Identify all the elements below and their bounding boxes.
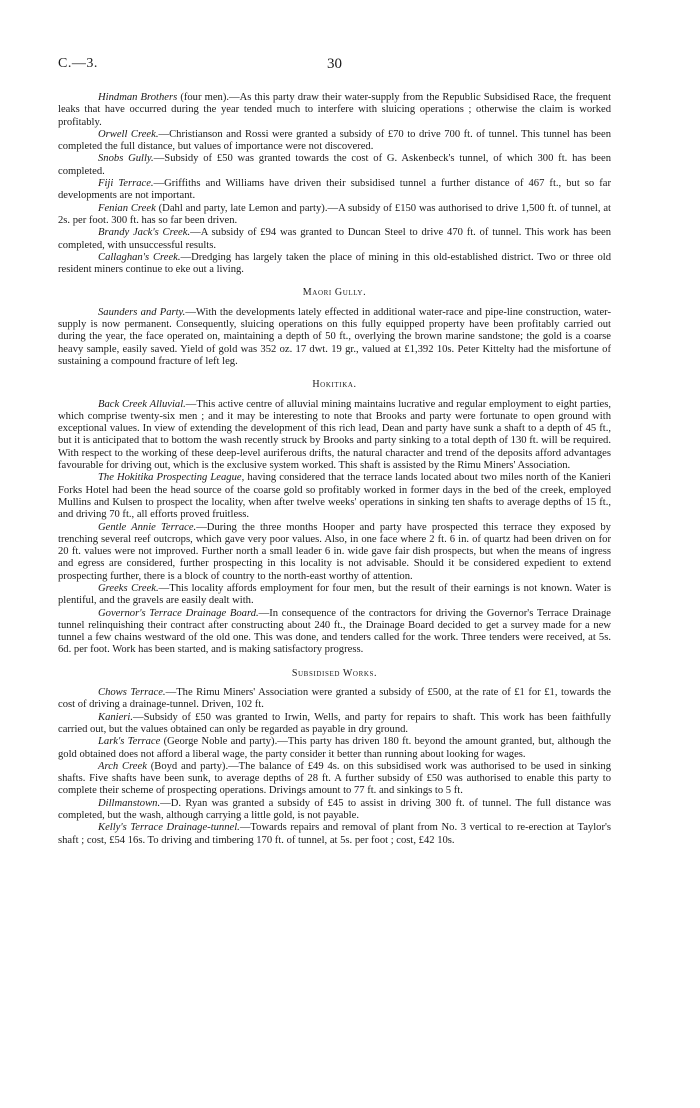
section-hokitika [58, 379, 611, 657]
section-maori-gully [58, 287, 611, 368]
paragraph-title: Callaghan's Creek. [98, 251, 181, 263]
section-subsidised-works [58, 668, 611, 847]
paragraph-text: —This active centre of alluvial mining maintains lucrative and regular employment to eight parties, which comprise twenty-six men ; and it may be interesting to note that Brooks and party were fortunate to open ground with exceptional values. In view of extending the development of this rich lead, Dean and party have sunk a shaft to a depth of 45 ft., but it is anticipated that to bottom the wash recently struck by Brooks and party sinking to a total depth of 130 ft. will be required. With respect to the working of these deep-level auriferous drifts, the natural character and trend of the deposits afford advantages favourable for driving out, which is the exclusive system worked. This shaft is assisted by the Rimu Miners' Association. [58, 398, 611, 472]
paragraph-text: —During the three months Hooper and party have prospected this terrace they exposed by trenching several reef outcrops, which gave very poor values. Also, in one face where 2 ft. 6 in. of quartz had been driven on for 20 ft. values were not improved. Further north a small leader 6 in. wide gave fair dish prospects, but when the means of ingress and egress are considered, further prospecting in this locality is not advisable. Should it be considered expedient to extend prospecting further, there is a block of country to the north-east worthy of attention. [58, 521, 611, 582]
paragraph-orwell-creek [58, 129, 611, 154]
paragraph-lark-s-terrace [58, 736, 611, 761]
paragraph-title: Dillmanstown. [98, 797, 161, 809]
paragraph-governor-s-terrace-drainage-board [58, 608, 611, 657]
section-heading-text: Hokitika. [312, 379, 357, 391]
paragraph-arch-creek [58, 761, 611, 798]
section-heading-text: Maori Gully. [302, 287, 367, 299]
paragraph-text: having considered that the terrace lands located about two miles north of the Kanieri Forks Hotel had been the head source of the coarse gold so profitably worked in former days in the bed of the creek, employed Mullins and Kulsen to prospect the locality, when after twelve weeks' operations in sinking ten shafts to average depths of 15 ft., and driving 70 ft., all efforts proved fruitless. [58, 472, 612, 521]
paragraph-fenian-creek [58, 203, 611, 228]
paragraph-text: —Christianson and Rossi were granted a subsidy of £70 to drive 700 ft. of tunnel. This tunnel has been completed the full distance, but values of importance were not discovered. [58, 128, 611, 153]
paragraph-chows-terrace [58, 687, 611, 712]
paragraph-text: (George Noble and party).—This party has driven 180 ft. beyond the amount granted, but, although the gold obtained does not afford a liberal wage, the party consider it better than running about looking for wages. [58, 736, 611, 760]
paragraph-title: Governor's Terrace Drainage Board. [98, 607, 259, 619]
paragraph-text: —D. Ryan was granted a subsidy of £45 to assist in driving 300 ft. of tunnel. The full distance was completed, but the wash, although carrying a little gold, is not payable. [58, 797, 611, 822]
paragraph-title: Saunders and Party. [98, 306, 186, 318]
paragraph-text: (Dahl and party, late Lemon and party).—A subsidy of £150 was authorised to drive 1,500 ft. of tunnel, at 2s. per foot. 300 ft. has so far been driven. [58, 202, 612, 226]
paragraph-text: —Subsidy of £50 was granted towards the cost of G. Askenbeck's tunnel, of which 300 ft. has been completed. [58, 153, 611, 177]
page [58, 56, 611, 847]
paragraph-kelly-s-terrace-drainage-tunnel [58, 822, 611, 847]
paragraph-brandy-jack-s-creek [58, 227, 611, 252]
paragraph-text: —Dredging has largely taken the place of mining in this old-established district. Two or three old resident miners continue to eke out a living. [58, 251, 611, 276]
paragraph-title: Orwell Creek. [98, 128, 159, 140]
section-heading [58, 287, 611, 299]
section-heading [58, 379, 611, 391]
paragraph-title: Lark's Terrace [98, 736, 161, 748]
document-reference: C.—3. [58, 56, 98, 71]
paragraph-snobs-gully [58, 153, 611, 178]
page-number: 30 [327, 56, 342, 72]
paragraph-text: —A subsidy of £94 was granted to Duncan Steel to drive 470 ft. of tunnel. This work has been completed, with unsuccessful results. [58, 227, 611, 251]
paragraph-title: Kelly's Terrace Drainage-tunnel. [98, 822, 240, 834]
running-header [58, 56, 611, 78]
paragraph-saunders-and-party [58, 307, 611, 368]
paragraph-title: Fiji Terrace. [98, 178, 154, 190]
paragraph-hindman-brothers [58, 92, 611, 129]
paragraph-title: Back Creek Alluvial. [98, 398, 186, 410]
paragraph-title: Snobs Gully. [98, 153, 154, 165]
paragraph-title: Gentle Annie Terrace. [98, 521, 197, 533]
paragraph-title: Greeks Creek. [98, 582, 159, 594]
document-body [58, 92, 611, 847]
paragraph-callaghan-s-creek [58, 252, 611, 277]
paragraph-title: The Hokitika Prospecting League, [98, 472, 245, 484]
paragraph-text: (Boyd and party).—The balance of £49 4s. on this subsidised work was authorised to be used in sinking shafts. Five shafts have been sunk, to average depths of 28 ft. A further subsidy of £50 was authorised to enable this party to complete their scheme of prospecting operations. Drivings amount to 77 ft. and sinkings to 5 ft. [58, 760, 611, 797]
paragraph-title: Kanieri. [98, 711, 134, 723]
paragraph-text: —Subsidy of £50 was granted to Irwin, Wells, and party for repairs to shaft. This work has been faithfully carried out, but the values obtained can only be regarded as payable in dry ground. [58, 711, 611, 735]
section-heading-text: Subsidised Works. [291, 667, 378, 679]
paragraph-title: Chows Terrace. [98, 687, 166, 699]
paragraph-text: (four men).—As this party draw their water-supply from the Republic Subsidised Race, the frequent leaks that have occurred during the year tended much to interfere with sluicing operations ; otherwise the claim is worked profitably. [58, 92, 612, 128]
paragraph-text: —With the developments lately effected in additional water-race and pipe-line construction, water-supply is now permanent. Consequently, sluicing operations on this fully equipped property have been profitably carried out during the year, the face operated on, maintaining a depth of 50 ft., overlying the brown marine sandstone; the gold is a coarse heavy sample, easily saved. Yield of gold was 352 oz. 17 dwt. 19 gr., valued at £1,392 10s. Peter Kittelty had the misfortune of sustaining a compound fracture of left leg. [58, 306, 611, 367]
paragraph-text: —The Rimu Miners' Association were granted a subsidy of £500, at the rate of £1 for £1, towards the cost of driving a drainage-tunnel. Driven, 102 ft. [58, 687, 611, 711]
paragraph-greeks-creek [58, 583, 611, 608]
section-heading [58, 668, 611, 680]
paragraph-text: —Griffiths and Williams have driven their subsidised tunnel a further distance of 467 ft., but so far developments are not important. [58, 178, 612, 202]
paragraph-kanieri [58, 712, 611, 737]
paragraph-the-hokitika-prospecting-league [58, 472, 611, 521]
paragraph-back-creek-alluvial [58, 399, 611, 473]
paragraph-dillmanstown [58, 798, 611, 823]
paragraph-gentle-annie-terrace [58, 522, 611, 583]
sections [58, 287, 611, 846]
paragraph-title: Fenian Creek [98, 202, 156, 214]
paragraph-text: —This locality affords employment for four men, but the result of their earnings is not known. Water is plentiful, and the gravels are easily dealt with. [58, 582, 611, 607]
paragraph-title: Hindman Brothers [98, 92, 178, 103]
paragraph-title: Brandy Jack's Creek. [98, 227, 191, 239]
paragraph-title: Arch Creek [98, 760, 147, 772]
paragraph-text: —Towards repairs and removal of plant from No. 3 vertical to re-erection at Taylor's shaft ; cost, £54 16s. To driving and timbering 170 ft. of tunnel, at 5s. per foot ; cost, £42 10s. [58, 822, 612, 846]
paragraph-text: —In consequence of the contractors for driving the Governor's Terrace Drainage tunnel relinquishing their contract after constructing about 240 ft., the Drainage Board decided to get a survey made for a new tunnel a few chains westward of the old one. This was done, and tenders called for the work. Three tenders were received, at 5s. 6d. per foot. Work has been started, and is making satisfactory progress. [58, 607, 612, 656]
intro-section [58, 92, 611, 276]
paragraph-fiji-terrace [58, 178, 611, 203]
